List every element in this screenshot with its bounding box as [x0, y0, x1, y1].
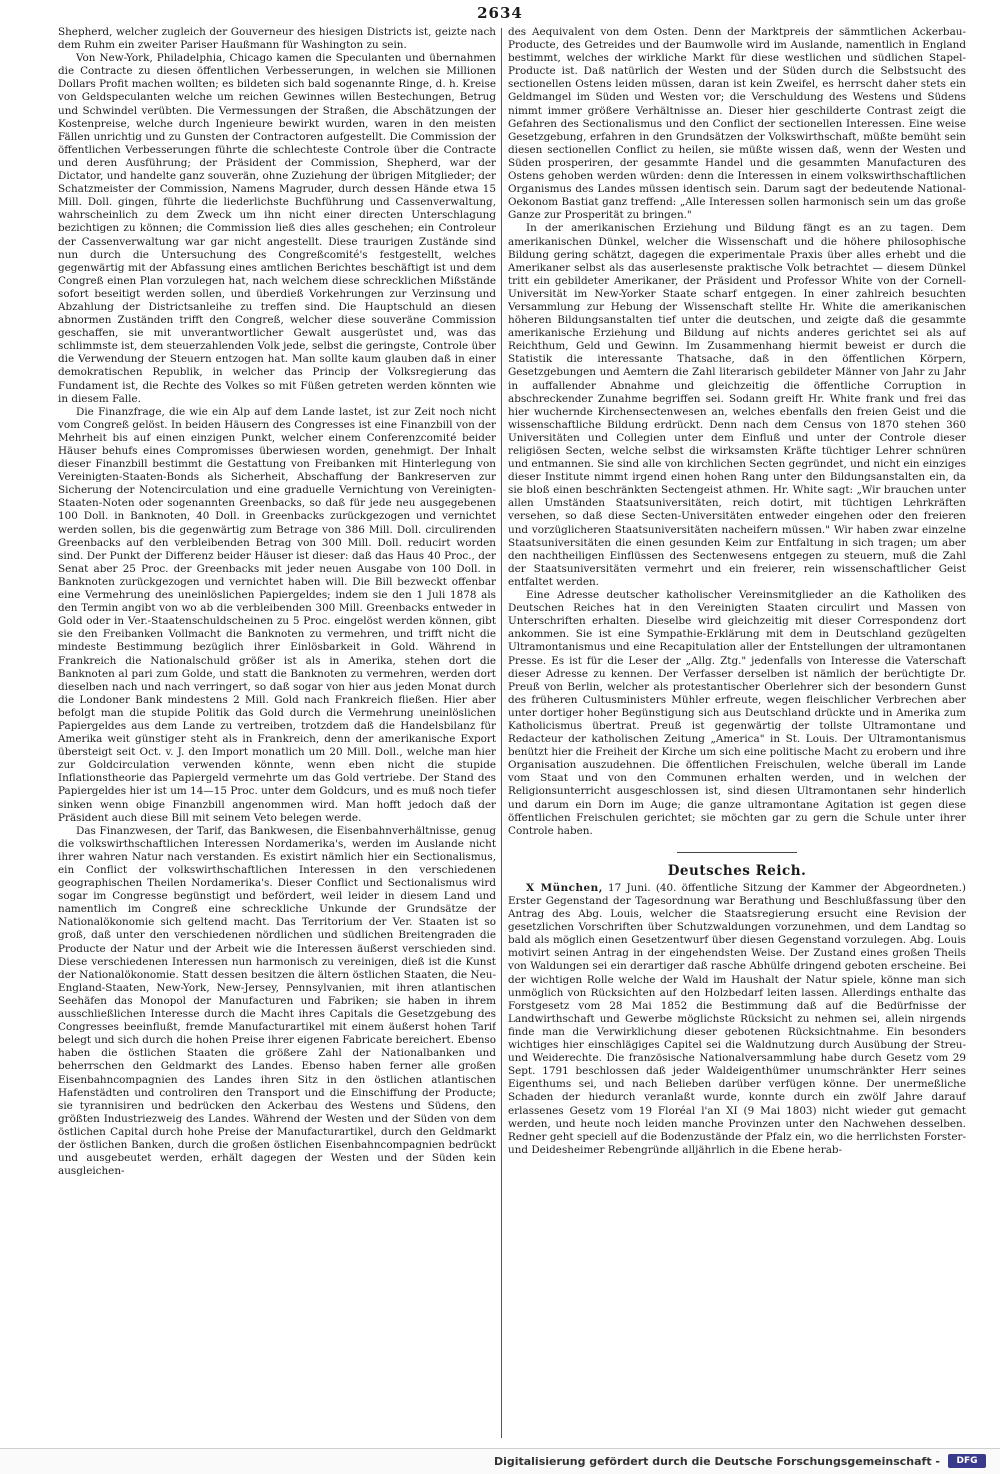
paragraph: des Aequivalent von dem Osten. Denn der Marktpreis der sämmtlichen Ackerbau-Producte, des Getreides und der Baumwolle wird im Auslande, namentlich in England bestimmt, welches der wirkliche Markt für diese westlichen und südlichen Stapel-Producte ist. Daß natürlich der Westen und der Süden durch die Selbstsucht des sectionellen Ostens leiden müssen, daran ist kein Zweifel, es herrscht daher stets ein Geldmangel im Süden und Westen vor; die Verschuldung des Westens und Südens nimmt immer größere Verhältnisse an. Dieser hier geschilderte Contrast zeigt die Gefahren des Sectionalismus und den Conflict der sectionellen Interessen. Eine weise Gesetzgebung, erfahren in den Grundsätzen der Volkswirthschaft, müßte bemüht sein diesen sectionellen Conflict zu heilen, sie müßte wissen daß, wenn der Westen und Süden prosperiren, der gesammte Handel und die gesammten Manufacturen des Ostens gehoben werden würden: denn die Interessen in einem volkswirthschaftlichen Organismus des Landes müssen identisch sein. Darum sagt der bedeutende National-Oekonom Bastiat ganz treffend: „Alle Interessen sollen harmonisch sein um das große Ganze zur Prosperität zu bringen." — [508, 26, 966, 222]
page-number: 2634 — [477, 4, 523, 22]
section-paragraph — [508, 882, 966, 1157]
footer-text: Digitalisierung gefördert durch die Deutsche Forschungsgemeinschaft - — [493, 1455, 940, 1468]
section-heading: Deutsches Reich. — [667, 862, 807, 879]
footer-bar — [0, 1448, 1000, 1474]
paragraph: Eine Adresse deutscher katholischer Vereinsmitglieder an die Katholiken des Deutschen Reiches hat in den Vereinigten Staaten circulirt und Massen von Unterschriften erhalten. Dieselbe wird gleichzeitig mit dieser Correspondenz dort ankommen. Sie ist eine Sympathie-Erklärung mit dem in Deutschland gezügelten Ultramontanismus und eine Recapitulation aller der Entstellungen der ultramontanen Presse. Es ist für die Leser der „Allg. Ztg." jedenfalls von Interesse die Vaterschaft dieser Adresse zu kennen. Der Verfasser derselben ist nämlich der berüchtigte Dr. Preuß von Berlin, welcher als protestantischer Oberlehrer sich der besondern Gunst des früheren Cultusministers Mühler erfreute, wegen fleischlicher Verbrechen aber unter dortiger hoher Begünstigung sich aus Deutschland drückte und in Amerika zum Katholicismus übertrat. Preuß ist gegenwärtig der tollste Ultramontane und Redacteur der katholischen Zeitung „America" in St. Louis. Der Ultramontanismus benützt hier die Freiheit der Kirche um sich eine politische Macht zu erobern und ihre Organisation auszudehnen. Die öffentlichen Freischulen, welche überall im Lande vom Staat und von den Communen erhalten werden, und in welchen der Religionsunterricht ausgeschlossen ist, sind diesen Ultramontanen sehr hinderlich und darum ein Dorn im Auge; die ganze ultramontane Agitation ist gegen diese öffentlichen Freischulen gerichtet; sie möchten gar zu gern die Schule unter ihrer Controle haben. — [508, 589, 966, 837]
column-divider — [501, 28, 502, 1438]
right-column — [508, 26, 966, 1444]
paragraph: Shepherd, welcher zugleich der Gouverneur des hiesigen Districts ist, geizte nach dem Ruhm ein zweiter Pariser Haußmann für Washington zu sein. — [58, 26, 496, 52]
paragraph: Die Finanzfrage, die wie ein Alp auf dem Lande lastet, ist zur Zeit noch nicht vom Congreß gelöst. In beiden Häusern des Congresses ist eine Finanzbill von der Mehrheit bis auf einen einzigen Punkt, welcher einem Conferenzcomité beider Häuser behufs eines Compromisses überwiesen worden, genehmigt. Der Inhalt dieser Finanzbill bestimmt die Gestattung von Freibanken mit Hinterlegung von Vereinigten-Staaten-Bonds als Sicherheit, Abschaffung der Bankreserven zur Sicherung der Notencirculation und eine graduelle Vernichtung von Vereinigten-Staaten-Noten oder sogenannten Greenbacks, so daß für jede neu ausgegebenen 100 Doll. in Banknoten, 40 Doll. in Greenbacks zurückgezogen und vernichtet werden sollen, bis die gegenwärtig zum Betrage von 386 Mill. Doll. circulirenden Greenbacks auf den verbleibenden Betrag von 300 Mill. Doll. reducirt worden sind. Der Punkt der Differenz beider Häuser ist dieser: daß das Haus 40 Proc., der Senat aber 25 Proc. der Greenbacks mit jeder neuen Ausgabe von 100 Doll. in Banknoten zurückgezogen und vernichtet haben will. Die Bill bezweckt offenbar eine Vermehrung des uneinlöslichen Papiergeldes; indem sie den 1 Juli 1878 als den Termin angibt von wo ab die verbleibenden 300 Mill. Greenbacks entweder in Gold oder in Ver.-Staatenschuldscheinen zu 5 Proc. eingelöst werden können, gibt sie den Freibanken Vollmacht die Banknoten zu vermehren, und trifft nicht die mindeste Bestimmung bezüglich ihrer Einlösbarkeit in Gold. Während in Frankreich die Nationalschuld größer ist als in Amerika, stehen dort die Banknoten al pari zum Golde, und statt die Banknoten zu vermehren, werden dort dieselben nach und nach verringert, so daß sogar von hier aus jeden Monat durch die Londoner Bank mindestens 2 Mill. Gold nach Frankreich fließen. Hier aber befolgt man die stupide Politik das Gold durch die Vermehrung uneinlöslichen Papiergeldes aus dem Lande zu vertreiben, trotzdem daß die Handelsbilanz für Amerika weit günstiger steht als in Frankreich, denn der amerikanische Export übersteigt seit Oct. v. J. den Import monatlich um 20 Mill. Doll., welche man hier zur Goldcirculation verwenden könnte, wenn eben nicht die stupide Inflationstheorie das Papiergeld vermehrte um das Gold vertriebe. Der Stand des Papiergeldes hier ist um 14—15 Proc. unter dem Goldcurs, und es muß noch tiefer sinken wenn obige Finanzbill angenommen wird. Man hofft jedoch daß der Präsident auch diese Bill mit seinem Veto belegen werde. — [58, 405, 496, 824]
section-divider — [677, 852, 797, 853]
paragraph: Von New-York, Philadelphia, Chicago kamen die Speculanten und übernahmen die Contracte zu diesen öffentlichen Verbesserungen, in welchen sie Millionen Dollars Profit machen wollten; es bildeten sich bald sogenannte Ringe, d. h. Kreise von Geldspeculanten welche um reichen Gewinnes willen Bestechungen, Betrug und Schwindel verübten. Die Vermessungen der Straßen, die Abschätzungen der Kostenpreise, welche durch Ingenieure bewirkt wurden, waren in den meisten Fällen unrichtig und zu Gunsten der Contractoren aufgestellt. Die Commission der öffentlichen Verbesserungen führte die schlechteste Controle über die Contracte und deren Ausführung; der Präsident der Commission, Shepherd, war der Dictator, und handelte ganz souverän, ohne Zuziehung der übrigen Mitglieder; der Schatzmeister der Commission, Namens Magruder, durch dessen Hände etwa 15 Mill. Doll. gingen, führte die liederlichste Buchführung und Cassenverwaltung, wahrscheinlich zu dem Zweck um ihn nicht einer directen Unterschlagung bezichtigen zu können; die Commission ließ dies alles geschehen; ein Controleur der Cassenverwaltung war gar nicht angestellt. Diese traurigen Zustände sind nun durch die Untersuchung des Congreßcomité's festgestellt, welches gegenwärtig mit der Abfassung eines amtlichen Berichtes beschäftigt ist und dem Congreß einen Plan vorzulegen hat, nach welchem diese schrecklichen Mißstände sofort beseitigt werden sollen, und überdieß Vorkehrungen zur Verzinsung und Abzahlung der Districtsanleihe zu treffen sind. Die Hauptschuld an diesen abnormen Zuständen trifft den Congreß, welcher diese souveräne Commission geschaffen, sie mit unverantwortlicher Gewalt ausgerüstet und, was das schlimmste ist, dem steuerzahlenden Volk jede, selbst die geringste, Controle über die Verwendung der Steuern entzogen hat. Man sollte kaum glauben daß in einer demokratischen Republik, in welcher das Princip der Volksregierung das Fundament ist, die Rechte des Volkes so mit Füßen getreten werden könnten wie in diesem Falle. — [58, 52, 496, 405]
paragraph: In der amerikanischen Erziehung und Bildung fängt es an zu tagen. Dem amerikanischen Dünkel, welcher die Wissenschaft und die höhere philosophische Bildung gering schätzt, dagegen die experimentale Praxis über alles erhebt und die Amerikaner selbst als das auserlesenste praktische Volk betrachtet — diesem Dünkel tritt ein gebildeter Amerikaner, der Präsident und Professor White von der Cornell-Universität im New-Yorker Staate scharf entgegen. In einer zahlreich besuchten Versammlung zur Hebung der Wissenschaft stellte Hr. White die amerikanischen höheren Bildungsanstalten tief unter die deutschen, und zeigte daß die gesammte amerikanische Erziehung und Bildung auf nichts anderes gerichtet sei als auf Reichthum, Geld und Gewinn. Im Zusammenhang hiermit beweist er durch die Statistik die interessante Thatsache, daß in den öffentlichen Körpern, Gesetzgebungen und Aemtern die Zahl literarisch gebildeter Männer von Jahr zu Jahr in auffallender Abnahme und gleichzeitig die öffentliche Corruption in abschreckender Zunahme begriffen sei. Sodann greift Hr. White frank und frei das hier wuchernde Kirchensectenwesen an, welches ebenfalls den freien Geist und die wissenschaftliche Bildung erdrückt. Denn nach dem Census von 1870 stehen 360 Universitäten und Collegien unter dem Einfluß und unter der Controle dieser religiösen Secten, welche selbst die wirksamsten Kräfte tüchtiger Lehrer schnüren und entmannen. Sie sind alle von kirchlichen Secten gegründet, und nicht ein einziges dieser Institute nimmt irgend einen hohen Rang unter den Bildungsanstalten ein, da sie bloß einen beschränkten Sectengeist athmen. Hr. White sagt: „Wir brauchen unter allen Umständen Staatsuniversitäten, reich dotirt, mit tüchtigen Lehrkräften versehen, so daß diese Secten-Universitäten entweder eingehen oder den freieren und vorzüglicheren Staatsuniversitäten nacheifern müssen." Wir haben zwar einzelne Staatsuniversitäten die einen gesunden Keim zur Entfaltung in sich tragen; um aber den nachtheiligen Einflüssen des Sectenwesens entgegen zu steuern, muß die Zahl der Staatsuniversitäten vermehrt und ein freierer, rein wissenschaftlicher Geist entfaltet werden. — [508, 222, 966, 588]
section-text: 17 Juni. (40. öffentliche Sitzung der Kammer der Abgeordneten.) Erster Gegenstand der Tagesordnung war Berathung und Beschlußfassung über den Antrag des Abg. Louis, welcher die Staatsregierung ersucht eine Revision der gesetzlichen Vorschriften über Schutzwaldungen vorzunehmen, und dem Landtag so bald als möglich einen Gesetzentwurf über diesen Gegenstand vorzulegen. Abg. Louis motivirt seinen Antrag in der eingehendsten Weise. Der Zustand eines großen Theils von Waldungen sei ein derartiger daß rasche Abhülfe dringend geboten erscheine. Bei der wichtigen Rolle welche der Wald im Haushalt der Natur spiele, könne man sich unmöglich von Rücksichten auf den Holzbedarf leiten lassen. Allerdings enthalte das Forstgesetz vom 28 Mai 1852 die Bestimmung daß auf die Bedürfnisse der Landwirthschaft und Gewerbe möglichste Rücksicht zu nehmen sei, allein nirgends finde man die Verwirklichung dieser gebotenen Rücksichtnahme. Ein besonders wichtiges hier einschlägiges Capitel sei die Waldnutzung durch Ausübung der Streu- und Weiderechte. Die französische Nationalversammlung habe durch Gesetz vom 29 Sept. 1791 beschlossen daß jeder Waldeigenthümer unumschränkter Herr seines Eigenthums sei, und nach Belieben darüber verfügen könne. Der unermeßliche Schaden der hiedurch veranlaßt wurde, konnte durch ein zwölf Jahre darauf erlassenes Gesetz vom 19 Floréal l'an XI (9 Mai 1803) nicht wieder gut gemacht werden, und heute noch leiden manche Provinzen unter den Nachwehen desselben. Redner geht speciell auf die Bodenzustände der Pfalz ein, wo die herrlichsten Forster- und Deidesheimer Rebengründe alljährlich in die Ebene herab- — [508, 881, 966, 1156]
dateline: X München, — [526, 881, 603, 894]
paragraph: Das Finanzwesen, der Tarif, das Bankwesen, die Eisenbahnverhältnisse, genug die volkswirthschaftlichen Interessen Nordamerika's, werden im Auslande nicht ihrer wahren Natur nach verstanden. Es existirt nämlich hier ein Sectionalismus, ein Conflict der volkswirthschaftlichen Interessen in den verschiedenen geographischen Theilen Nordamerika's. Dieser Conflict und Sectionalismus wird sogar im Congresse begünstigt und befördert, weil leider in diesem Land und namentlich im Congreß eine schreckliche Unkunde der Grundsätze der Nationalökonomie sich geltend macht. Das Territorium der Ver. Staaten ist so groß, daß unter den verschiedenen nördlichen und südlichen Breitengraden die Producte der Natur und der Arbeit wie die Interessen äußerst verschieden sind. Diese verschiedenen Interessen nun harmonisch zu vereinigen, dieß ist die Kunst der Nationalökonomie. Statt dessen besitzen die ältern östlichen Staaten, die Neu-England-Staaten, New-York, New-Jersey, Pennsylvanien, mit ihren atlantischen Seehäfen das Monopol der Manufacturen und Fabriken; sie haben in ihrem ausschließlichen Interesse durch die Macht ihres Capitals die Gesetzgebung des Congresses beeinflußt, fremde Manufacturartikel mit einem äußerst hohen Tarif belegt und sich durch die hohen Preise ihrer eigenen Fabricate bereichert. Ebenso haben die östlichen Staaten die größere Zahl der Nationalbanken und beherrschen den Geldmarkt des Landes. Ebenso haben ferner alle großen Eisenbahncompagnien des Landes ihren Sitz in den östlichen atlantischen Hafenstädten und controliren den Transport und die Einschiffung der Producte; sie tyrannisiren und bedrücken den Ackerbau des Westens und Südens, den größten Industriezweig des Landes. Während der Westen und der Süden von dem östlichen Capital durch hohe Preise der Manufacturartikel, durch den Geldmarkt der östlichen Banken, durch die großen östlichen Eisenbahncompagnien bedrückt und ausgebeutet werden, erhält dagegen der Westen und der Süden kein ausgleichen- — [58, 824, 496, 1178]
left-column — [58, 26, 496, 1444]
dfg-logo-icon[interactable]: DFG — [948, 1454, 986, 1468]
